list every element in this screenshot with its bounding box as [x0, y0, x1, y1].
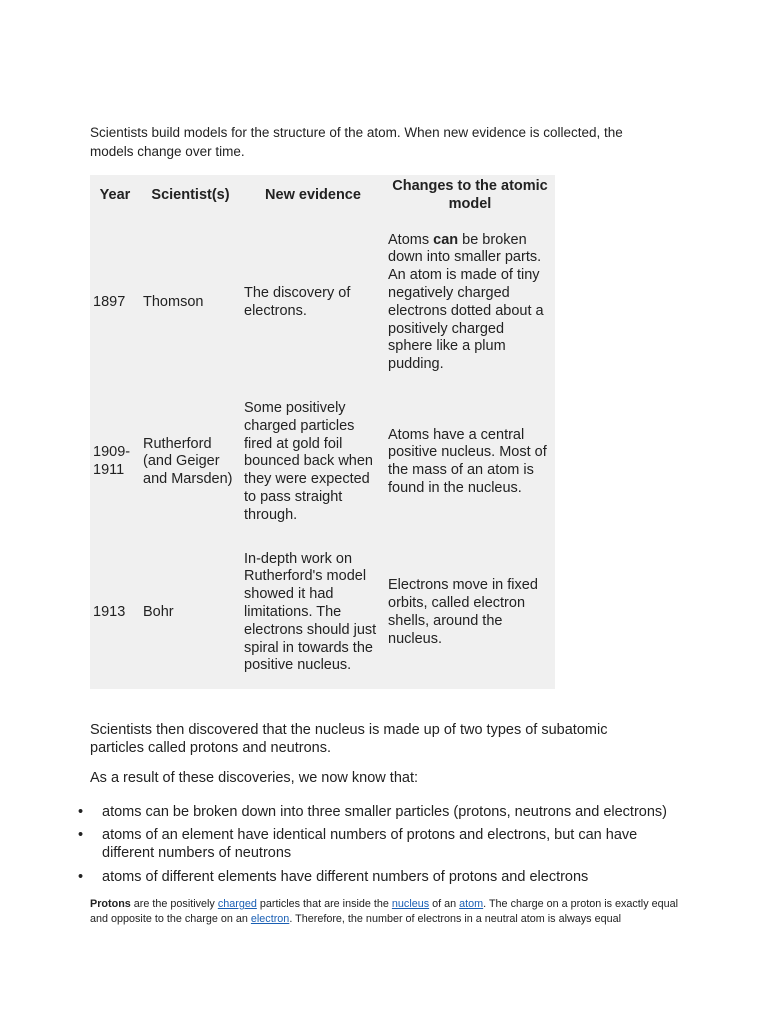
atomic-models-table — [90, 175, 555, 689]
cell-scientist: Bohr — [143, 603, 174, 620]
table-row — [90, 387, 555, 538]
cell-change: Electrons move in fixed orbits, called electron shells, around the nucleus. — [388, 577, 538, 647]
conclusion-section — [90, 722, 650, 787]
result-paragraph: As a result of these discoveries, we now know that: — [90, 769, 419, 786]
proton-definition — [90, 897, 690, 927]
cell-change: Atoms have a central positive nucleus. Most of the mass of an atom is found in the nucleus. — [388, 426, 547, 497]
article-content — [78, 123, 667, 893]
table-row — [90, 219, 555, 387]
list-item-text: atoms of an element have identical numbers of protons and electrons, but can have different numbers of neutrons — [102, 827, 638, 862]
nucleus-paragraph: Scientists then discovered that the nucleus is made up of two types of subatomic particles called protons and neutrons. — [90, 722, 608, 756]
definition-text: are the positively — [130, 898, 218, 910]
cell-year: 1913 — [93, 603, 126, 620]
header-changes: Changes to the atomic model — [392, 178, 548, 212]
link-atom[interactable]: atom — [459, 898, 484, 910]
list-item — [78, 827, 682, 863]
cell-change — [385, 219, 555, 387]
cell-year: 1909-1911 — [93, 444, 131, 479]
bullet-icon: • — [78, 803, 84, 820]
cell-scientist: Thomson — [143, 293, 204, 310]
header-scientists: Scientist(s) — [151, 186, 230, 203]
change-emphasis: can — [433, 231, 459, 248]
definition-text: . The charge on a proton is exactly equal and opposite to the charge on an — [90, 898, 679, 925]
cell-scientist: Rutherford (and Geiger and Marsden) — [143, 435, 233, 488]
definition-text: of an — [429, 898, 460, 910]
bullet-icon: • — [78, 827, 84, 844]
facts-list — [78, 803, 682, 887]
list-item-text: atoms can be broken down into three smaller particles (protons, neutrons and electrons) — [102, 803, 667, 820]
table-header-row — [90, 175, 555, 219]
header-new-evidence: New evidence — [265, 186, 361, 203]
intro-paragraph: Scientists build models for the structure of the atom. When new evidence is collected, the models change over time. — [90, 125, 623, 159]
definition-text: particles that are inside the — [256, 898, 392, 910]
link-nucleus[interactable]: nucleus — [391, 898, 430, 910]
proton-term: Protons — [90, 898, 131, 910]
bullet-icon: • — [78, 868, 84, 885]
cell-year: 1897 — [93, 293, 126, 310]
cell-evidence: The discovery of electrons. — [244, 284, 351, 319]
table-row — [90, 538, 555, 690]
cell-evidence: In-depth work on Rutherford's model showed it had limitations. The electrons should just spiral in towards the positive nucleus. — [244, 550, 377, 674]
cell-evidence: Some positively charged particles fired at gold foil bounced back when they were expected to pass straight through. — [244, 399, 373, 523]
definition-text: . Therefore, the number of electrons in a neutral atom is always equal — [289, 913, 621, 925]
change-text-start: Atoms — [388, 231, 434, 248]
link-charged[interactable]: charged — [217, 898, 257, 910]
list-item — [78, 868, 682, 887]
link-electron[interactable]: electron — [250, 913, 290, 925]
list-item-text: atoms of different elements have different numbers of protons and electrons — [102, 868, 589, 885]
change-text-end: be broken down into smaller parts. An atom is made of tiny negatively charged electrons dotted about a positively charged sphere like a plum pudding. — [388, 231, 544, 373]
list-item — [78, 803, 682, 822]
header-year: Year — [99, 186, 131, 203]
